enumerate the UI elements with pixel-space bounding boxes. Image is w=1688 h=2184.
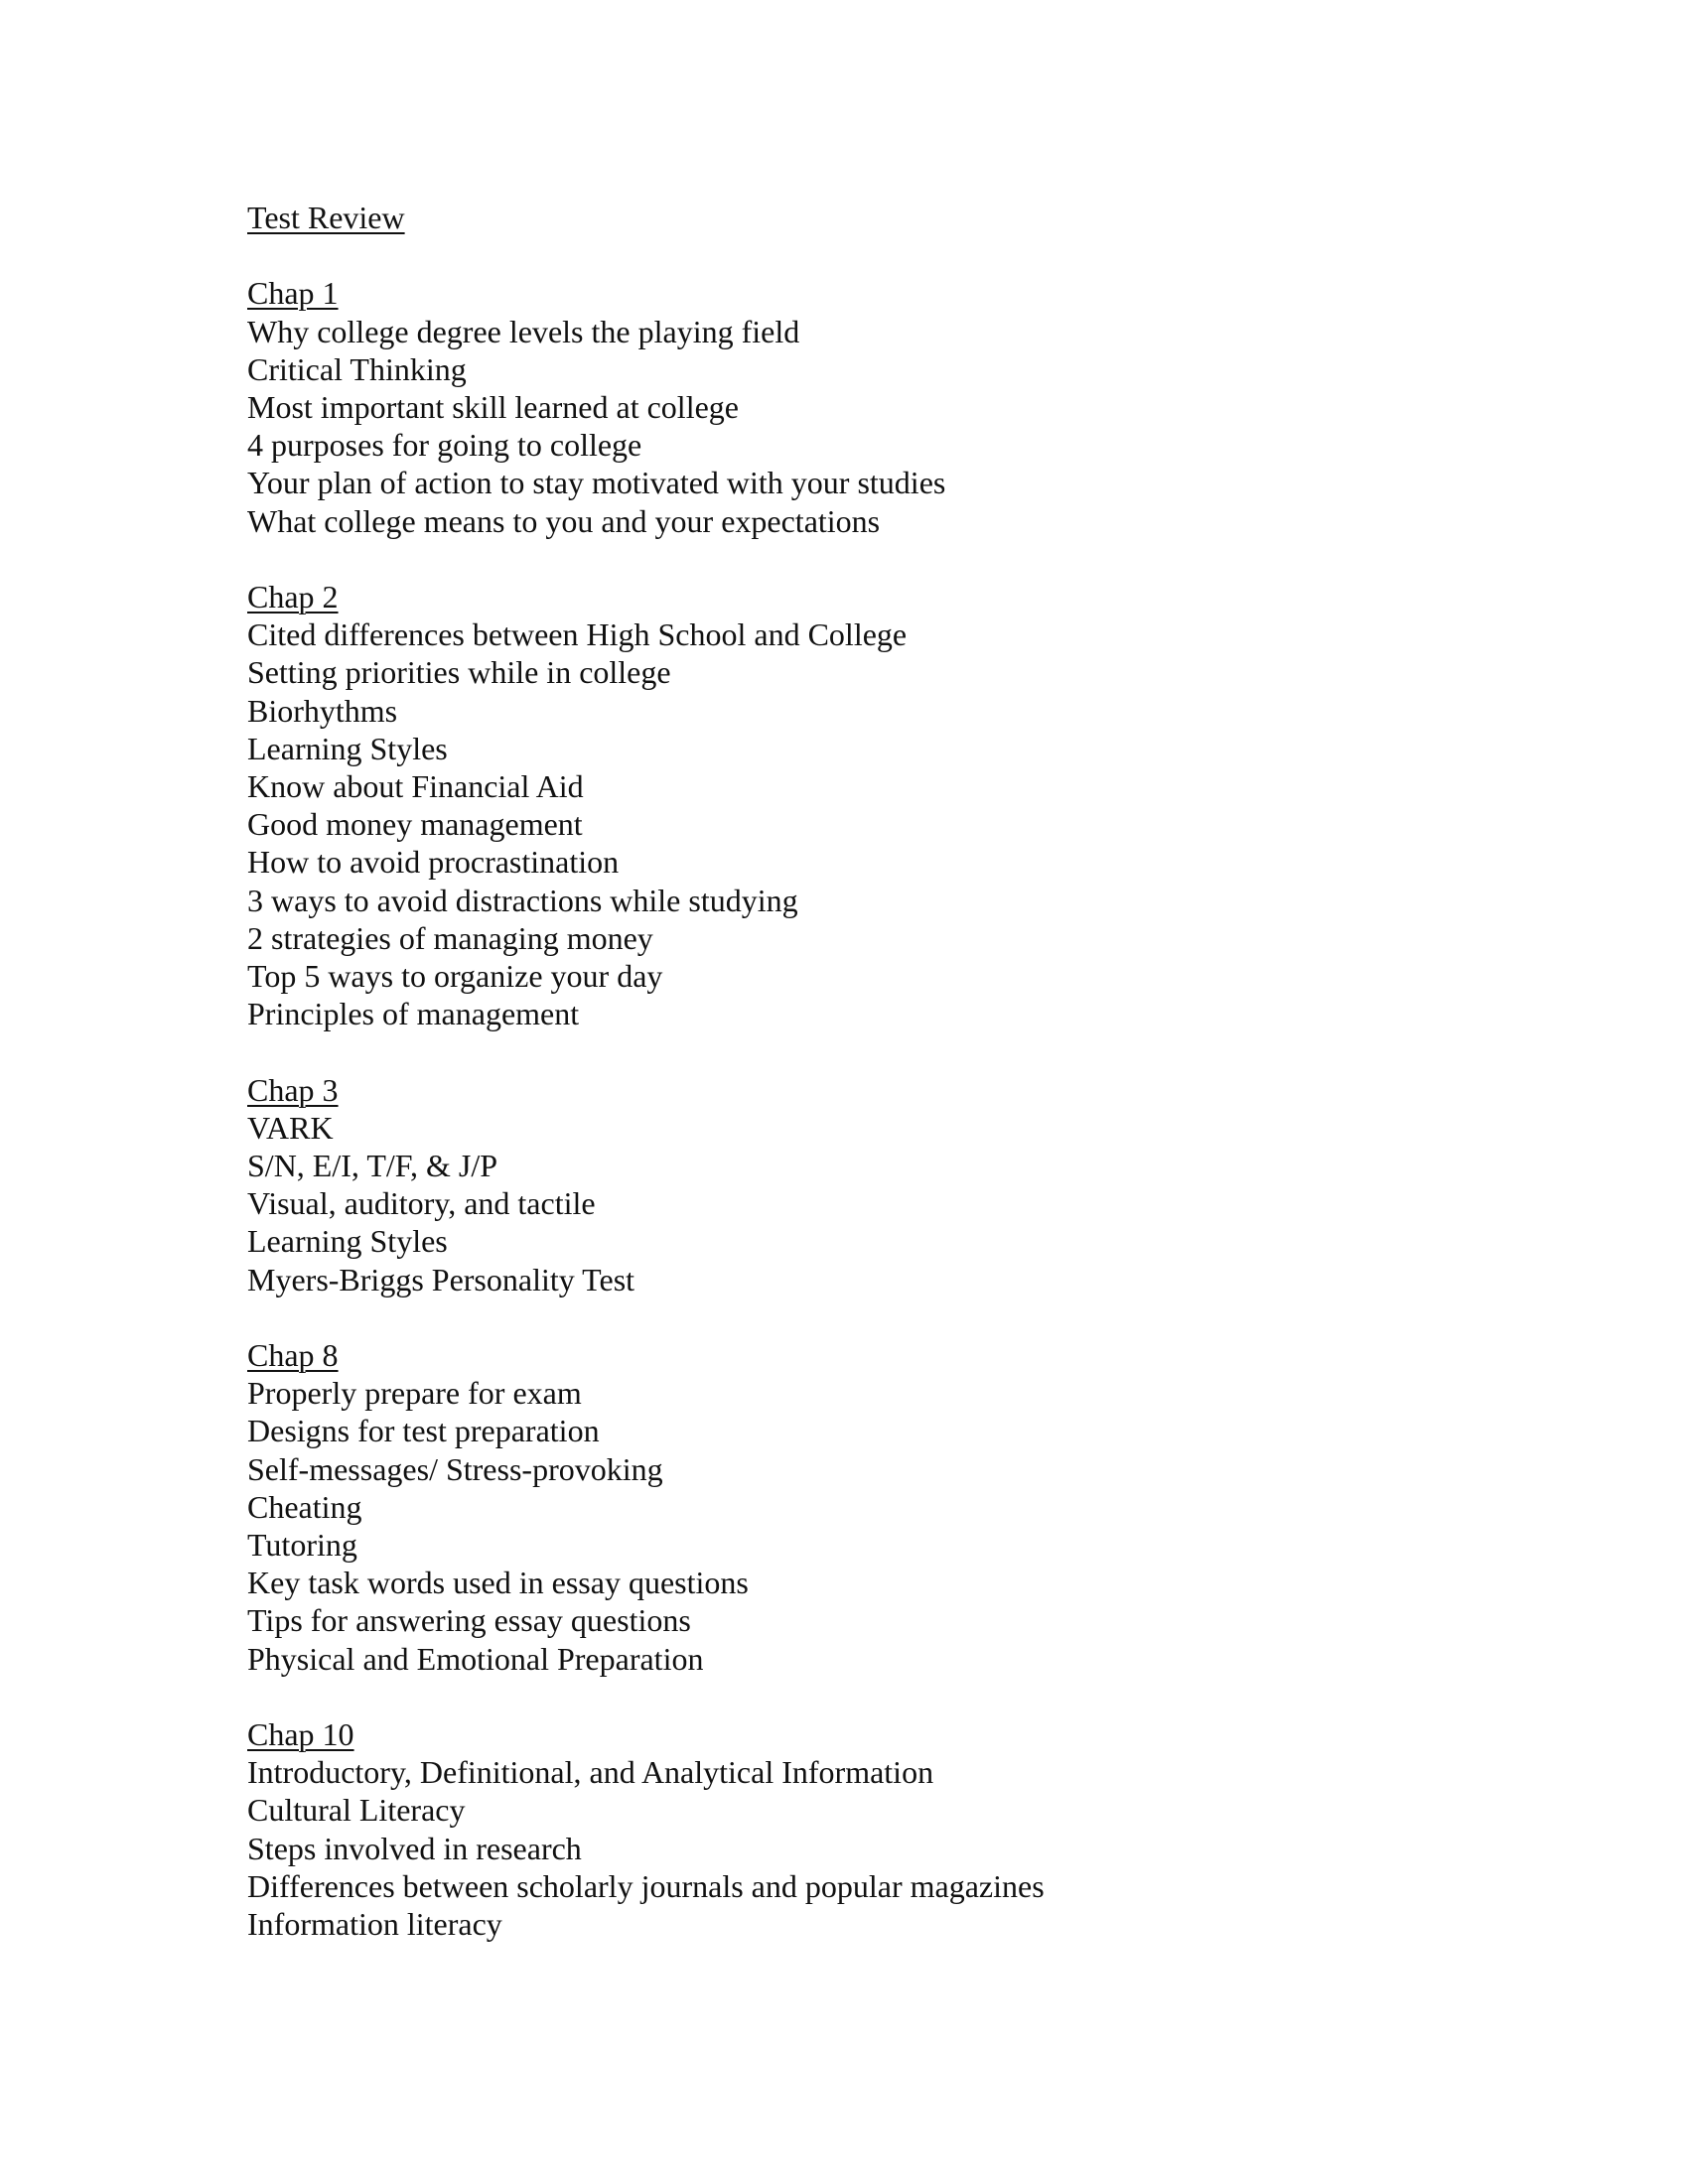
list-item: 2 strategies of managing money — [247, 919, 653, 956]
list-item: Your plan of action to stay motivated with your studies — [247, 465, 946, 501]
list-item: Good money management — [247, 806, 583, 843]
list-item: Top 5 ways to organize your day — [247, 958, 663, 995]
list-item: Visual, auditory, and tactile — [247, 1185, 596, 1222]
list-item: Critical Thinking — [247, 350, 467, 387]
list-item: Principles of management — [247, 996, 580, 1032]
list-item: VARK — [247, 1109, 334, 1146]
list-item: Self-messages/ Stress-provoking — [247, 1450, 663, 1487]
section-heading: Chap 3 — [247, 1071, 339, 1108]
list-item: How to avoid procrastination — [247, 844, 620, 881]
list-item: Cultural Literacy — [247, 1792, 466, 1829]
list-item: Learning Styles — [247, 730, 448, 766]
list-item: Information literacy — [247, 1906, 502, 1943]
section-chapter — [247, 1336, 1538, 1678]
list-item: Differences between scholarly journals and popular magazines — [247, 1867, 1045, 1904]
list-item: What college means to you and your expectations — [247, 502, 881, 539]
section-chapter — [247, 1071, 1538, 1298]
list-item: 3 ways to avoid distractions while studying — [247, 882, 798, 918]
section-chapter — [247, 1715, 1538, 1943]
list-item: Properly prepare for exam — [247, 1375, 582, 1412]
section-heading: Chap 1 — [247, 275, 339, 312]
list-item: Setting priorities while in college — [247, 654, 671, 691]
list-item: Physical and Emotional Preparation — [247, 1640, 704, 1677]
list-item: Cited differences between High School and College — [247, 616, 908, 653]
list-item: Most important skill learned at college — [247, 389, 739, 425]
list-item: S/N, E/I, T/F, & J/P — [247, 1148, 498, 1184]
list-item: Designs for test preparation — [247, 1413, 600, 1449]
list-item: Cheating — [247, 1488, 362, 1525]
document-body — [247, 199, 1538, 1980]
list-item: Steps involved in research — [247, 1830, 582, 1866]
document-title: Test Review — [247, 200, 405, 235]
list-item: Learning Styles — [247, 1223, 448, 1260]
list-item: Tutoring — [247, 1527, 357, 1564]
list-item: Myers-Briggs Personality Test — [247, 1261, 635, 1297]
list-item: Tips for answering essay questions — [247, 1602, 691, 1639]
list-item: 4 purposes for going to college — [247, 427, 642, 464]
list-item: Know about Financial Aid — [247, 768, 584, 805]
section-heading: Chap 10 — [247, 1716, 354, 1753]
section-chapter — [247, 274, 1538, 539]
list-item: Introductory, Definitional, and Analytical Information — [247, 1754, 934, 1791]
section-heading: Chap 2 — [247, 579, 339, 614]
sections-container — [247, 274, 1538, 1943]
section-chapter — [247, 578, 1538, 1032]
list-item: Biorhythms — [247, 692, 398, 729]
list-item: Key task words used in essay questions — [247, 1565, 749, 1601]
list-item: Why college degree levels the playing field — [247, 313, 800, 349]
section-heading: Chap 8 — [247, 1337, 339, 1374]
